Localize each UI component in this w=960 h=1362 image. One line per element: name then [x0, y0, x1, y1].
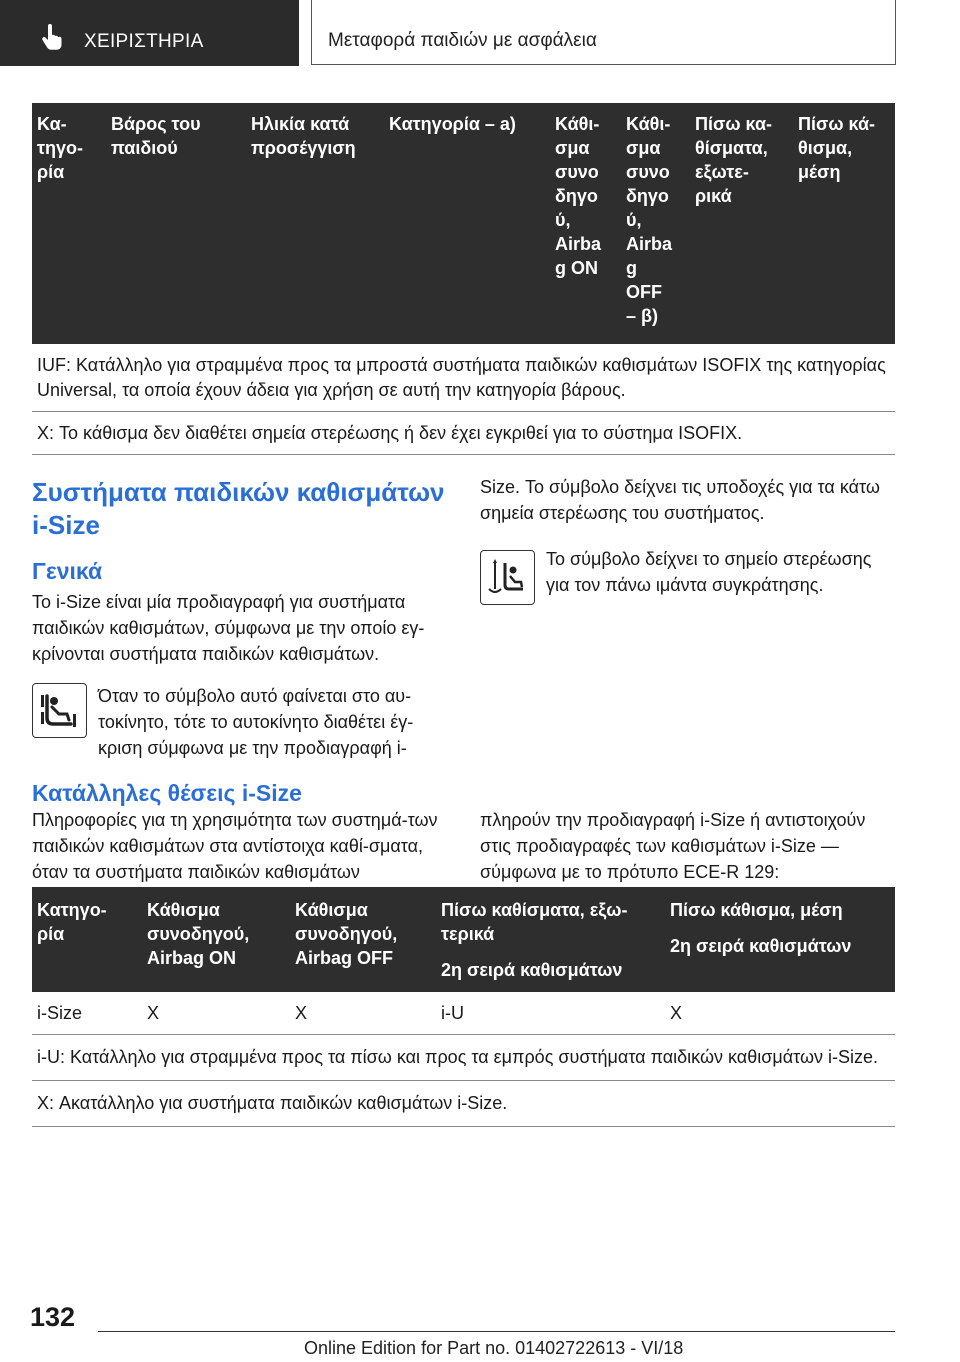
table-header-row [32, 887, 895, 992]
column-header: Κάθι- σμα συνο δηγο ύ, Airba g OFF – β) [621, 103, 690, 344]
page-number: 132 [30, 1302, 76, 1332]
table-note: IUF: Κατάλληλο για στραμμένα προς τα μπροστά συστήματα παιδικών καθισμάτων ISOFIX της κατηγορίας Universal, τα οποία έχουν άδεια για χρήση σε αυτή την κατηγορία βάρους. [32, 344, 895, 412]
continuation-text: Size. Το σύμβολο δείχνει τις υποδοχές για τα κάτω σημεία στερέωσης του συστήματος. [480, 477, 880, 523]
section-title: Μεταφορά παιδιών με ασφάλεια [328, 30, 597, 51]
isofix-table [32, 103, 895, 455]
general-text: Το i-Size είναι μία προδιαγραφή για συστήματα παιδικών καθισμάτων, σύμφωνα με την οποίο εγ-κρίνονται συστήματα παιδικών καθισμάτων. [32, 592, 425, 664]
column-header: Κάθισμα συνοδηγού, Airbag ON [142, 887, 290, 992]
table-note: X: Το κάθισμα δεν διαθέτει σημεία στερέωσης ή δεν έχει εγκριθεί για το σύστημα ISOFIX. [32, 412, 895, 455]
table-note-row [32, 1035, 895, 1081]
chapter-tab-label: ΧΕΙΡΙΣΤΗΡΙΑ [84, 31, 204, 52]
column-header-main: Πίσω καθίσματα, εξω- τερικά [441, 900, 628, 944]
positions-text-right: πληρούν την προδιαγραφή i-Size ή αντιστοιχούν στις προδιαγραφές των καθισμάτων i-Size — σύμφωνα με το πρότυπο ECE-R 129: [480, 810, 866, 882]
table-note-row [32, 412, 895, 455]
edition-info: Online Edition for Part no. 01402722613 - VI/18 [304, 1338, 684, 1358]
positions-text-left: Πληροφορίες για τη χρησιμότητα των συστημά-των παιδικών καθισμάτων στα αντίστοιχα καθί-σματα, όταν τα συστήματα παιδικών καθισμάτων [32, 810, 438, 882]
child-seat-anchor-icon [33, 684, 86, 737]
chapter-tab[interactable] [0, 0, 299, 66]
column-header-sub: 2η σειρά καθισμάτων [670, 936, 852, 956]
column-header: Ηλικία κατά προσέγγιση [246, 103, 384, 344]
table-cell: X [665, 992, 895, 1035]
column-header: Πίσω κά- θισμα, μέση [793, 103, 895, 344]
page-header [0, 0, 960, 68]
table-note-row [32, 1081, 895, 1127]
section-tab [311, 0, 896, 65]
subsection-heading-general: Γενικά [32, 558, 103, 584]
table-cell: i-U [436, 992, 665, 1035]
column-header: Βάρος του παιδιού [106, 103, 246, 344]
column-header [436, 887, 665, 992]
subsection-heading-positions: Κατάλληλες θέσεις i-Size [32, 780, 302, 806]
section-heading: Συστήματα παιδικών καθισμάτων i-Size [32, 477, 445, 540]
isize-lower-anchor-symbol [32, 683, 87, 738]
table-cell: i-Size [32, 992, 142, 1035]
column-header: Κατηγορία – a) [384, 103, 550, 344]
table-row [32, 992, 895, 1035]
column-header [665, 887, 895, 992]
footer-divider [98, 1331, 895, 1332]
table-note: X: Ακατάλληλο για συστήματα παιδικών καθισμάτων i-Size. [32, 1081, 895, 1127]
column-header: Κα- τηγο- ρία [32, 103, 106, 344]
top-tether-anchor-icon [481, 551, 534, 604]
table-cell: X [290, 992, 436, 1035]
symbol-note-2: Το σύμβολο δείχνει το σημείο στερέωσης για τον πάνω ιμάντα συγκράτησης. [546, 549, 872, 595]
table-note: i-U: Κατάλληλο για στραμμένα προς τα πίσω και προς τα εμπρός συστήματα παιδικών καθισμάτων i-Size. [32, 1035, 895, 1081]
table-header-row [32, 103, 895, 344]
hand-pointer-icon [40, 24, 64, 52]
column-header: Πίσω κα- θίσματα, εξωτε- ρικά [690, 103, 793, 344]
column-header-sub: 2η σειρά καθισμάτων [441, 960, 623, 980]
column-header: Κατηγο- ρία [32, 887, 142, 992]
isize-table [32, 887, 895, 1127]
symbol-note-1: Όταν το σύμβολο αυτό φαίνεται στο αυ-τοκίνητο, τότε το αυτοκίνητο διαθέτει έγ-κριση σύμφωνα με την προδιαγραφή i- [98, 686, 414, 758]
table-note-row [32, 344, 895, 412]
column-header-main: Πίσω κάθισμα, μέση [670, 900, 843, 920]
table-cell: X [142, 992, 290, 1035]
column-header: Κάθισμα συνοδηγού, Airbag OFF [290, 887, 436, 992]
column-header: Κάθι- σμα συνο δηγο ύ, Airba g ON [550, 103, 621, 344]
isize-top-tether-symbol [480, 550, 535, 605]
